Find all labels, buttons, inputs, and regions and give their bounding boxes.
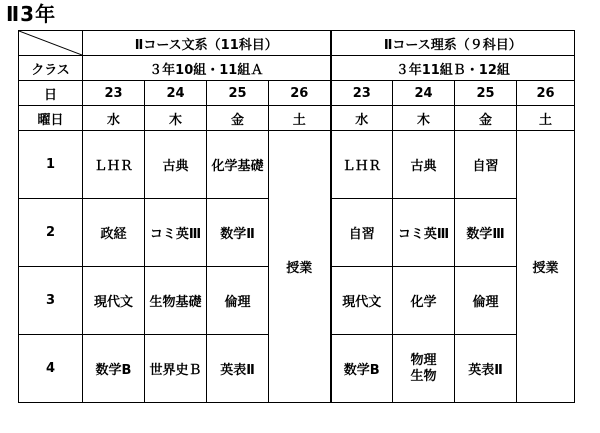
subject-cell: 物理 生物 [393,335,455,403]
subject-cell: 倫理 [455,267,517,335]
subject-cell: 倫理 [207,267,269,335]
page-title: Ⅱ3年 [6,2,57,26]
subject-cell: 数学B [83,335,145,403]
day-cell: 26 [269,81,331,106]
class-row [19,56,575,81]
day-cell: 25 [455,81,517,106]
day-cell: 24 [393,81,455,106]
subject-cell: 政経 [83,199,145,267]
day-cell: 24 [145,81,207,106]
course-science: Ⅱコース理系（９科目） [331,31,575,56]
period-number: 4 [19,335,83,403]
weekday-cell: 木 [145,106,207,131]
weekday-cell: 水 [331,106,393,131]
weekday-cell: 木 [393,106,455,131]
subject-cell: コミ英Ⅲ [393,199,455,267]
day-cell: 23 [331,81,393,106]
period-row-1 [19,131,575,199]
diagonal-line [19,31,82,55]
day-label: 日 [19,81,83,106]
subject-cell: 現代文 [83,267,145,335]
subject-cell: 自習 [331,199,393,267]
subject-cell: 古典 [393,131,455,199]
day-cell: 26 [517,81,575,106]
weekday-cell: 土 [517,106,575,131]
subject-cell: ＬＨＲ [331,131,393,199]
course-humanities: Ⅱコース文系（11科目） [83,31,331,56]
subject-cell: 英表Ⅱ [207,335,269,403]
subject-cell: 化学 [393,267,455,335]
weekday-cell: 土 [269,106,331,131]
class-humanities: ３年10組・11組Ａ [83,56,331,81]
subject-cell: 世界史Ｂ [145,335,207,403]
subject-cell-saturday: 授業 [269,131,331,403]
weekday-cell: 金 [455,106,517,131]
weekday-row [19,106,575,131]
subject-cell: 現代文 [331,267,393,335]
exam-schedule-table [18,30,575,403]
subject-cell: ＬＨＲ [83,131,145,199]
period-number: 2 [19,199,83,267]
day-cell: 25 [207,81,269,106]
subject-cell: 英表Ⅱ [455,335,517,403]
subject-cell: 数学B [331,335,393,403]
day-cell: 23 [83,81,145,106]
subject-cell: 数学Ⅲ [455,199,517,267]
class-science: ３年11組Ｂ・12組 [331,56,575,81]
subject-cell: 生物基礎 [145,267,207,335]
class-label: クラス [19,56,83,81]
subject-cell: 自習 [455,131,517,199]
subject-cell-saturday: 授業 [517,131,575,403]
weekday-cell: 金 [207,106,269,131]
period-number: 3 [19,267,83,335]
subject-cell: 古典 [145,131,207,199]
corner-cell [19,31,83,56]
day-row [19,81,575,106]
subject-cell: 化学基礎 [207,131,269,199]
weekday-label: 曜日 [19,106,83,131]
weekday-cell: 水 [83,106,145,131]
subject-cell: コミ英Ⅲ [145,199,207,267]
subject-cell: 数学Ⅱ [207,199,269,267]
period-number: 1 [19,131,83,199]
course-row [19,31,575,56]
